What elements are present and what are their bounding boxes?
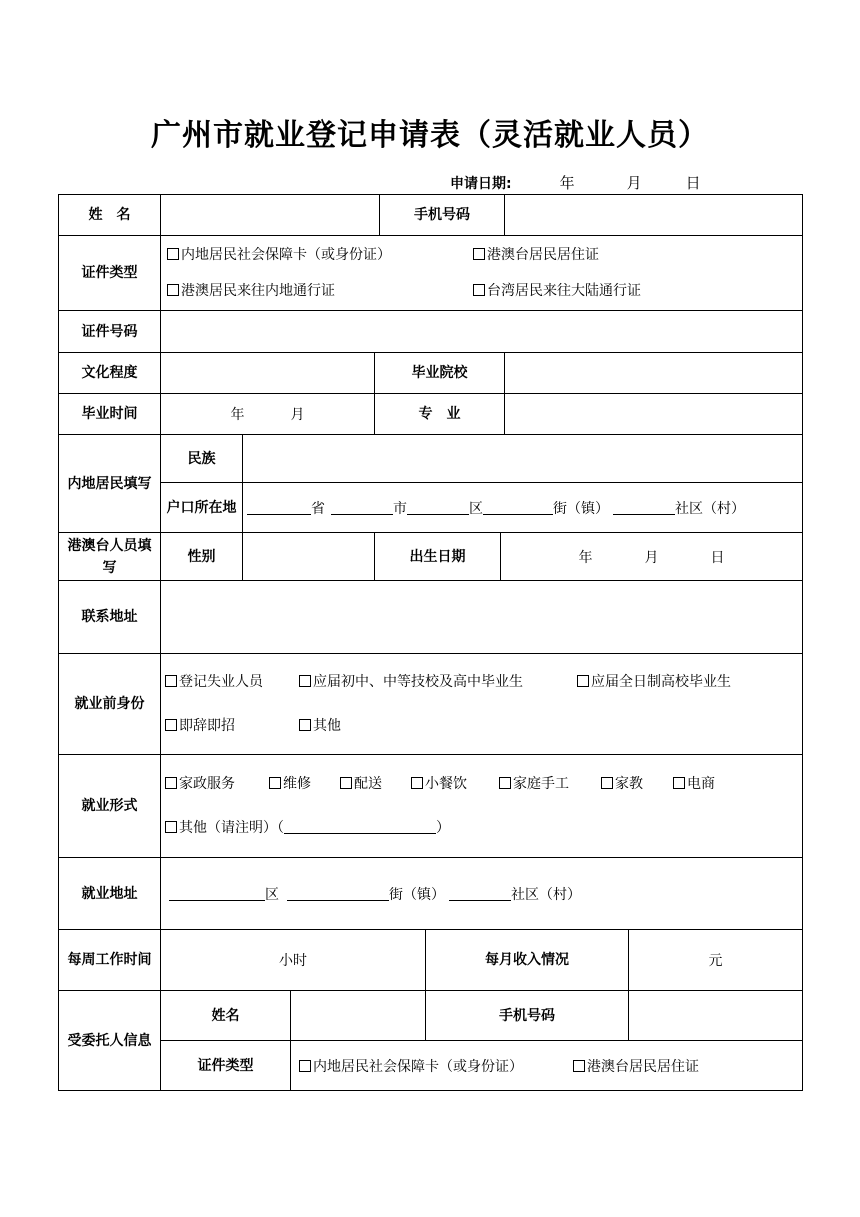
- form-option-handcraft[interactable]: 家庭手工: [499, 773, 601, 795]
- ethnicity-label: 民族: [161, 435, 243, 483]
- gender-label: 性别: [161, 533, 243, 581]
- form-option-other[interactable]: 其他（请注明）（ ）: [165, 817, 450, 839]
- date-month-label: 月: [626, 174, 642, 192]
- checkbox[interactable]: [499, 777, 511, 789]
- agent-id-option-mainland[interactable]: 内地居民社会保障卡（或身份证）: [299, 1056, 573, 1076]
- name-field[interactable]: [161, 195, 380, 236]
- education-field[interactable]: [161, 353, 375, 394]
- address-label: 联系地址: [59, 581, 161, 654]
- registration-form-table: [58, 194, 803, 1091]
- checkbox[interactable]: [411, 777, 423, 789]
- id-option-mainland[interactable]: 内地居民社会保障卡（或身份证）: [167, 244, 473, 266]
- mainland-section-label: 内地居民填写: [59, 435, 161, 533]
- prior-identity-label: 就业前身份: [59, 654, 161, 755]
- checkbox[interactable]: [165, 675, 177, 687]
- birth-date-field[interactable]: 年 月 日: [501, 533, 803, 581]
- checkbox[interactable]: [601, 777, 613, 789]
- agent-id-type-options: [291, 1041, 803, 1091]
- ethnicity-field[interactable]: [243, 435, 803, 483]
- form-option-repair[interactable]: 维修: [269, 773, 340, 795]
- checkbox[interactable]: [167, 248, 179, 260]
- grad-time-field[interactable]: 年 月: [161, 394, 375, 435]
- checkbox[interactable]: [165, 821, 177, 833]
- agent-phone-label: 手机号码: [426, 991, 629, 1041]
- checkbox[interactable]: [299, 1060, 311, 1072]
- form-option-delivery[interactable]: 配送: [340, 773, 411, 795]
- id-option-taiwan-permit[interactable]: 台湾居民来往大陆通行证: [473, 280, 641, 302]
- employment-address-label: 就业地址: [59, 858, 161, 930]
- phone-label: 手机号码: [380, 195, 505, 236]
- prior-option-unemployed[interactable]: 登记失业人员: [165, 671, 299, 693]
- agent-name-label: 姓名: [161, 991, 291, 1041]
- weekly-hours-field[interactable]: 小时: [161, 930, 426, 991]
- form-title: 广州市就业登记申请表（灵活就业人员）: [151, 118, 709, 153]
- form-option-ecommerce[interactable]: 电商: [673, 773, 715, 795]
- checkbox[interactable]: [299, 675, 311, 687]
- monthly-income-field[interactable]: 元: [629, 930, 803, 991]
- hukou-field[interactable]: 省 市 区 街（镇） 社区（村）: [243, 483, 803, 533]
- employment-form-label: 就业形式: [59, 755, 161, 858]
- prior-option-college-grad[interactable]: 应届全日制高校毕业生: [577, 671, 731, 693]
- grad-time-label: 毕业时间: [59, 394, 161, 435]
- checkbox[interactable]: [165, 719, 177, 731]
- agent-id-type-label: 证件类型: [161, 1041, 291, 1091]
- hmt-section-label: 港澳台人员填写: [59, 533, 161, 581]
- form-other-blank[interactable]: [284, 819, 436, 834]
- hukou-label: 户口所在地: [161, 483, 243, 533]
- checkbox[interactable]: [473, 284, 485, 296]
- checkbox[interactable]: [299, 719, 311, 731]
- checkbox[interactable]: [577, 675, 589, 687]
- major-field[interactable]: [505, 394, 803, 435]
- weekly-hours-label: 每周工作时间: [59, 930, 161, 991]
- checkbox[interactable]: [269, 777, 281, 789]
- agent-phone-field[interactable]: [629, 991, 803, 1041]
- checkbox[interactable]: [167, 284, 179, 296]
- prior-option-quit-hire[interactable]: 即辞即招: [165, 715, 299, 737]
- employment-address-field[interactable]: 区 街（镇） 社区（村）: [161, 858, 803, 930]
- checkbox[interactable]: [573, 1060, 585, 1072]
- application-date-line: [450, 172, 701, 195]
- prior-option-other[interactable]: 其他: [299, 715, 341, 737]
- id-number-label: 证件号码: [59, 311, 161, 353]
- date-day-label: 日: [685, 174, 701, 192]
- employment-form-options: [161, 755, 803, 858]
- checkbox[interactable]: [473, 248, 485, 260]
- phone-field[interactable]: [505, 195, 803, 236]
- form-option-small-catering[interactable]: 小餐饮: [411, 773, 499, 795]
- address-field[interactable]: [161, 581, 803, 654]
- prior-option-secondary-grad[interactable]: 应届初中、中等技校及高中毕业生: [299, 671, 577, 693]
- form-option-housekeeping[interactable]: 家政服务: [165, 773, 269, 795]
- id-option-hmt-residence[interactable]: 港澳台居民居住证: [473, 244, 599, 266]
- prior-identity-options: [161, 654, 803, 755]
- id-type-options: [161, 236, 803, 311]
- checkbox[interactable]: [165, 777, 177, 789]
- school-field[interactable]: [505, 353, 803, 394]
- application-date-label: 申请日期:: [450, 176, 512, 192]
- education-label: 文化程度: [59, 353, 161, 394]
- major-label: 专 业: [375, 394, 505, 435]
- agent-section-label: 受委托人信息: [59, 991, 161, 1091]
- name-label: 姓 名: [59, 195, 161, 236]
- birth-date-label: 出生日期: [375, 533, 501, 581]
- gender-field[interactable]: [243, 533, 375, 581]
- school-label: 毕业院校: [375, 353, 505, 394]
- agent-name-field[interactable]: [291, 991, 426, 1041]
- checkbox[interactable]: [673, 777, 685, 789]
- id-type-label: 证件类型: [59, 236, 161, 311]
- form-option-tutoring[interactable]: 家教: [601, 773, 673, 795]
- agent-id-option-hmt-residence[interactable]: 港澳台居民居住证: [573, 1056, 699, 1076]
- monthly-income-label: 每月收入情况: [426, 930, 629, 991]
- id-number-field[interactable]: [161, 311, 803, 353]
- id-option-hk-macau-permit[interactable]: 港澳居民来往内地通行证: [167, 280, 473, 302]
- date-year-label: 年: [559, 174, 575, 192]
- checkbox[interactable]: [340, 777, 352, 789]
